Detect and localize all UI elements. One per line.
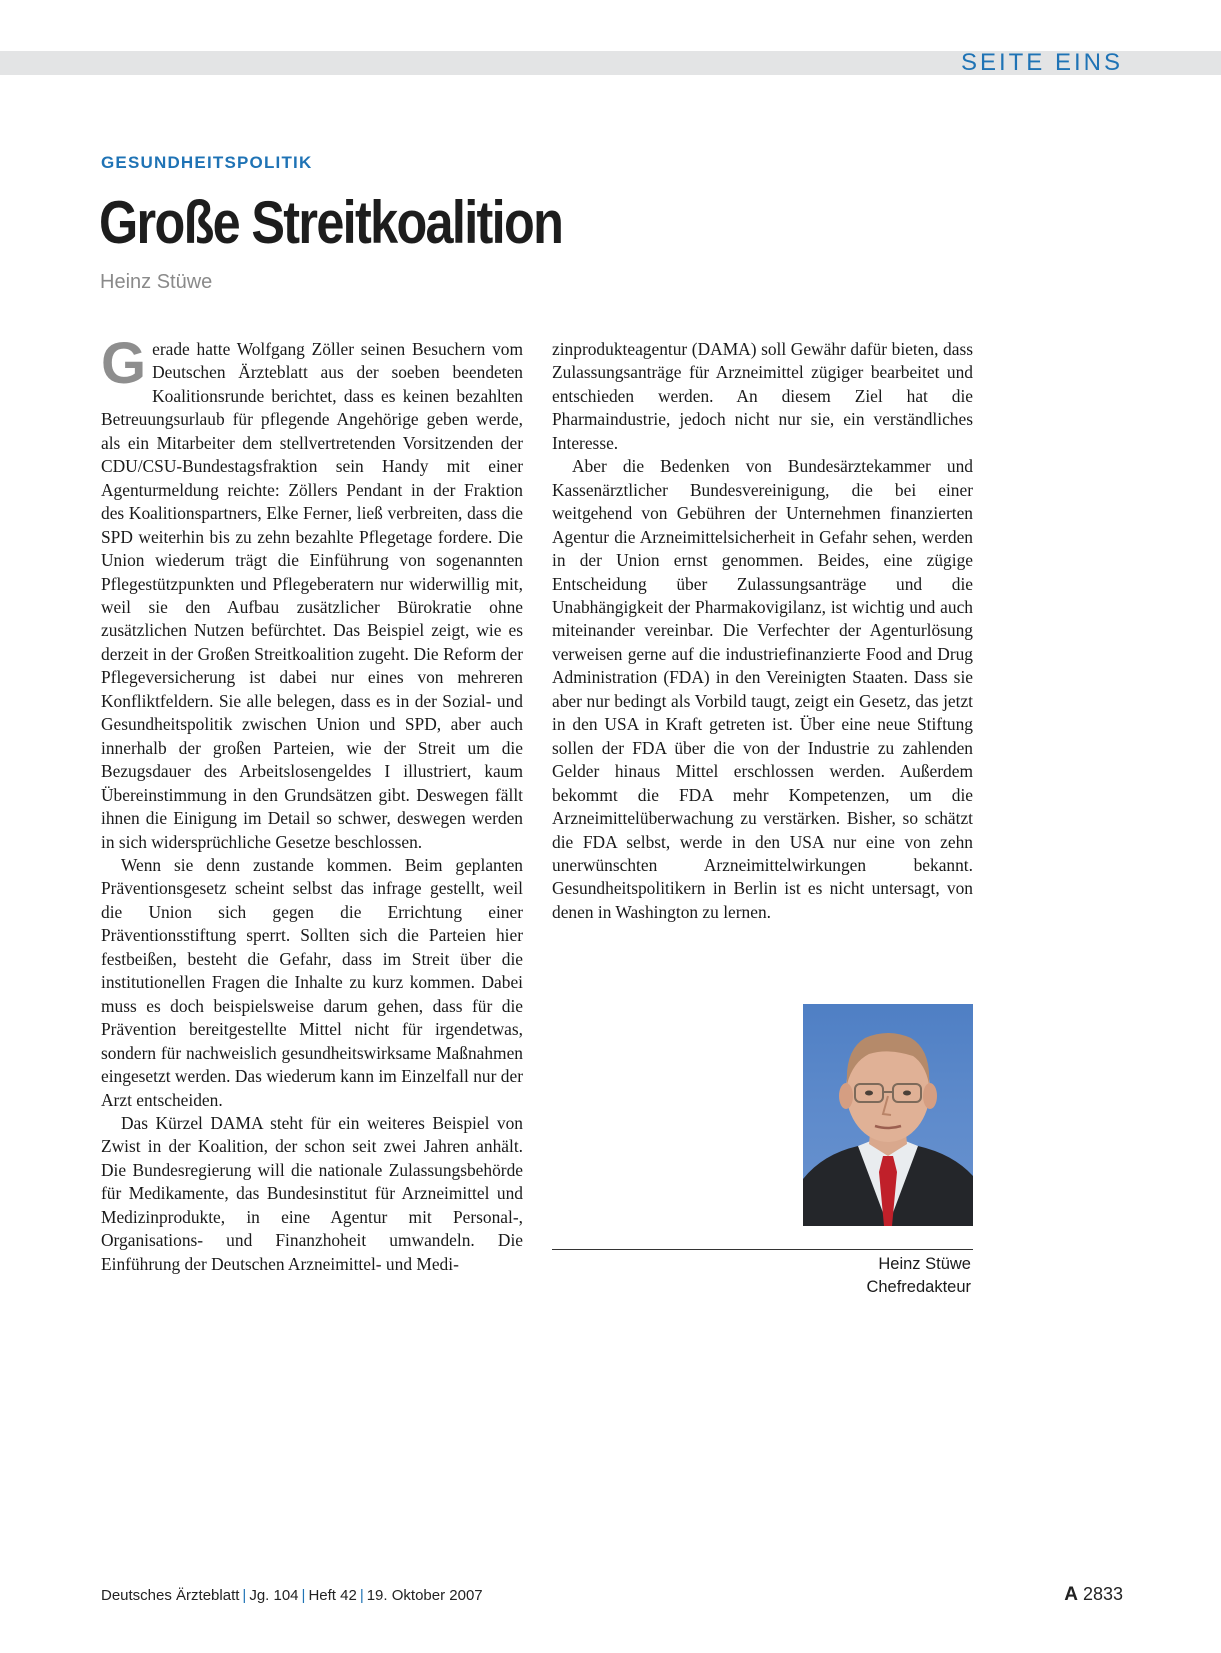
drop-cap: G xyxy=(101,331,147,396)
page-number xyxy=(1064,1584,1123,1606)
footer-separator: | xyxy=(301,1587,306,1604)
footer-publication: Deutsches Ärzteblatt xyxy=(101,1587,240,1604)
caption-name: Heinz Stüwe xyxy=(878,1255,971,1273)
page-prefix: A xyxy=(1064,1584,1078,1605)
portrait-illustration xyxy=(803,1004,973,1226)
article-kicker: GESUNDHEITSPOLITIK xyxy=(101,153,313,172)
caption-rule xyxy=(552,1249,973,1250)
paragraph: Wenn sie denn zustande kommen. Beim geplanten Präventionsgesetz scheint selbst das infrage gestellt, weil die Union sich gegen die Errichtung einer Präventionsstiftung sperrt. Sollten sich die Parteien hier festbeißen, besteht die Gefahr, dass im Streit über die institutionellen Fragen die Inhalte zu kurz kommen. Dabei muss es doch beispielsweise darum gehen, dass für die Prävention bereitgestellte Mittel nicht für irgendetwas, sondern für nachweislich gesundheitswirksame Maßnahmen eingesetzt werden. Das wiederum kann im Einzelfall nur der Arzt entscheiden. xyxy=(101,854,523,1110)
paragraph: Das Kürzel DAMA steht für ein weiteres Beispiel von Zwist in der Koalition, der schon seit zwei Jahren anhält. Die Bundesregierung will die nationale Zulassungsbehörde für Medikamente, das Bundesinstitut für Arzneimittel und Medizinprodukte, in eine Agentur mit Personal-, Organisations- und Finanzhoheit umwandeln. Die Einführung der Deutschen Arzneimittel- und Medi- xyxy=(101,1112,523,1274)
article-author: Heinz Stüwe xyxy=(100,271,213,293)
footer-separator: | xyxy=(242,1587,247,1604)
footer-volume: Jg. 104 xyxy=(249,1587,299,1604)
paragraph: Aber die Bedenken von Bundesärztekammer und Kassenärztlicher Bundesvereinigung, die bei einer weitgehend von Gebühren der Unternehmen finanzierten Agentur die Arzneimittelsicherheit in Gefahr sehen, werden in der Union ernst genommen. Beides, eine zügige Entscheidung über Zulassungsanträge und die Unabhängigkeit der Pharmakovigilanz, ist wichtig und auch miteinander vereinbar. Die Verfechter der Agenturlösung verweisen gerne auf die industriefinanzierte Food and Drug Administration (FDA) in den Vereinigten Staaten. Dass sie aber nur bedingt als Vorbild taugt, zeigt ein Gesetz, das jetzt in den USA in Kraft getreten ist. Über eine neue Stiftung sollen der FDA über die von der Industrie zu zahlenden Gelder hinaus Mittel erschlossen werden. Außerdem bekommt die FDA mehr Kompetenzen, um die Arzneimittelüberwachung zu verstärken. Bisher, so schätzt die FDA selbst, werde in den USA nur eine von zehn unerwünschten Arzneimittelwirkungen bekannt. Gesundheitspolitikern in Berlin ist es nicht untersagt, von denen in Washington zu lernen. xyxy=(552,456,973,922)
footer-date: 19. Oktober 2007 xyxy=(366,1587,483,1604)
article-title: Große Streitkoalition xyxy=(99,189,563,256)
page-number-value: 2833 xyxy=(1082,1584,1123,1604)
footer-separator: | xyxy=(359,1587,364,1604)
section-label: SEITE EINS xyxy=(960,49,1123,76)
author-portrait xyxy=(803,1004,973,1226)
portrait-caption xyxy=(866,1253,971,1299)
footer-citation xyxy=(101,1587,483,1604)
caption-role: Chefredakteur xyxy=(866,1278,971,1296)
footer-issue: Heft 42 xyxy=(308,1587,357,1604)
paragraph: zinproduktеagentur (DAMA) soll Gewähr dafür bieten, dass Zulassungsanträge für Arzneimittel zügiger bearbeitet und entschieden werden. An diesem Ziel hat die Pharmaindustrie, jedoch nicht nur sie, ein verständliches Interesse. xyxy=(552,339,973,453)
text-column-right xyxy=(552,338,973,924)
paragraph xyxy=(101,331,523,854)
text-column-left xyxy=(101,331,523,1276)
paragraph-text: erade hatte Wolfgang Zöller seinen Besuchern vom Deutschen Ärzteblatt aus der soeben beendeten Koalitionsrunde berichtet, dass es keinen bezahlten Betreuungsurlaub für pflegende Angehörige geben werde, als ein Mitarbeiter dem stellvertretenden Vorsitzenden der CDU/CSU-Bundestagsfraktion sein Handy mit einer Agenturmeldung reichte: Zöllers Pendant in der Fraktion des Koalitionspartners, Elke Ferner, ließ verbreiten, dass die SPD weiterhin bis zu zehn bezahlte Pflegetage fordere. Die Union wiederum trägt die Einführung von sogenannten Pflegestützpunkten und Pflegeberatern nur widerwillig mit, weil sie den Aufbau zusätzlicher Bürokratie ohne zusätzlichen Nutzen befürchtet. Das Beispiel zeigt, wie es derzeit in der Großen Streitkoalition zugeht. Die Reform der Pflegeversicherung ist dabei nur eines von mehreren Konfliktfeldern. Sie alle belegen, dass es in der Sozial- und Gesundheitspolitik zwischen Union und SPD, aber auch innerhalb der großen Parteien, wie der Streit um die Bezugsdauer des Arbeitslosengeldes I illustriert, kaum Übereinstimmung in den Grundsätzen gibt. Deswegen fällt ihnen die Einigung im Detail so schwer, deswegen werden in sich widersprüchliche Gesetze beschlossen. xyxy=(101,339,523,852)
